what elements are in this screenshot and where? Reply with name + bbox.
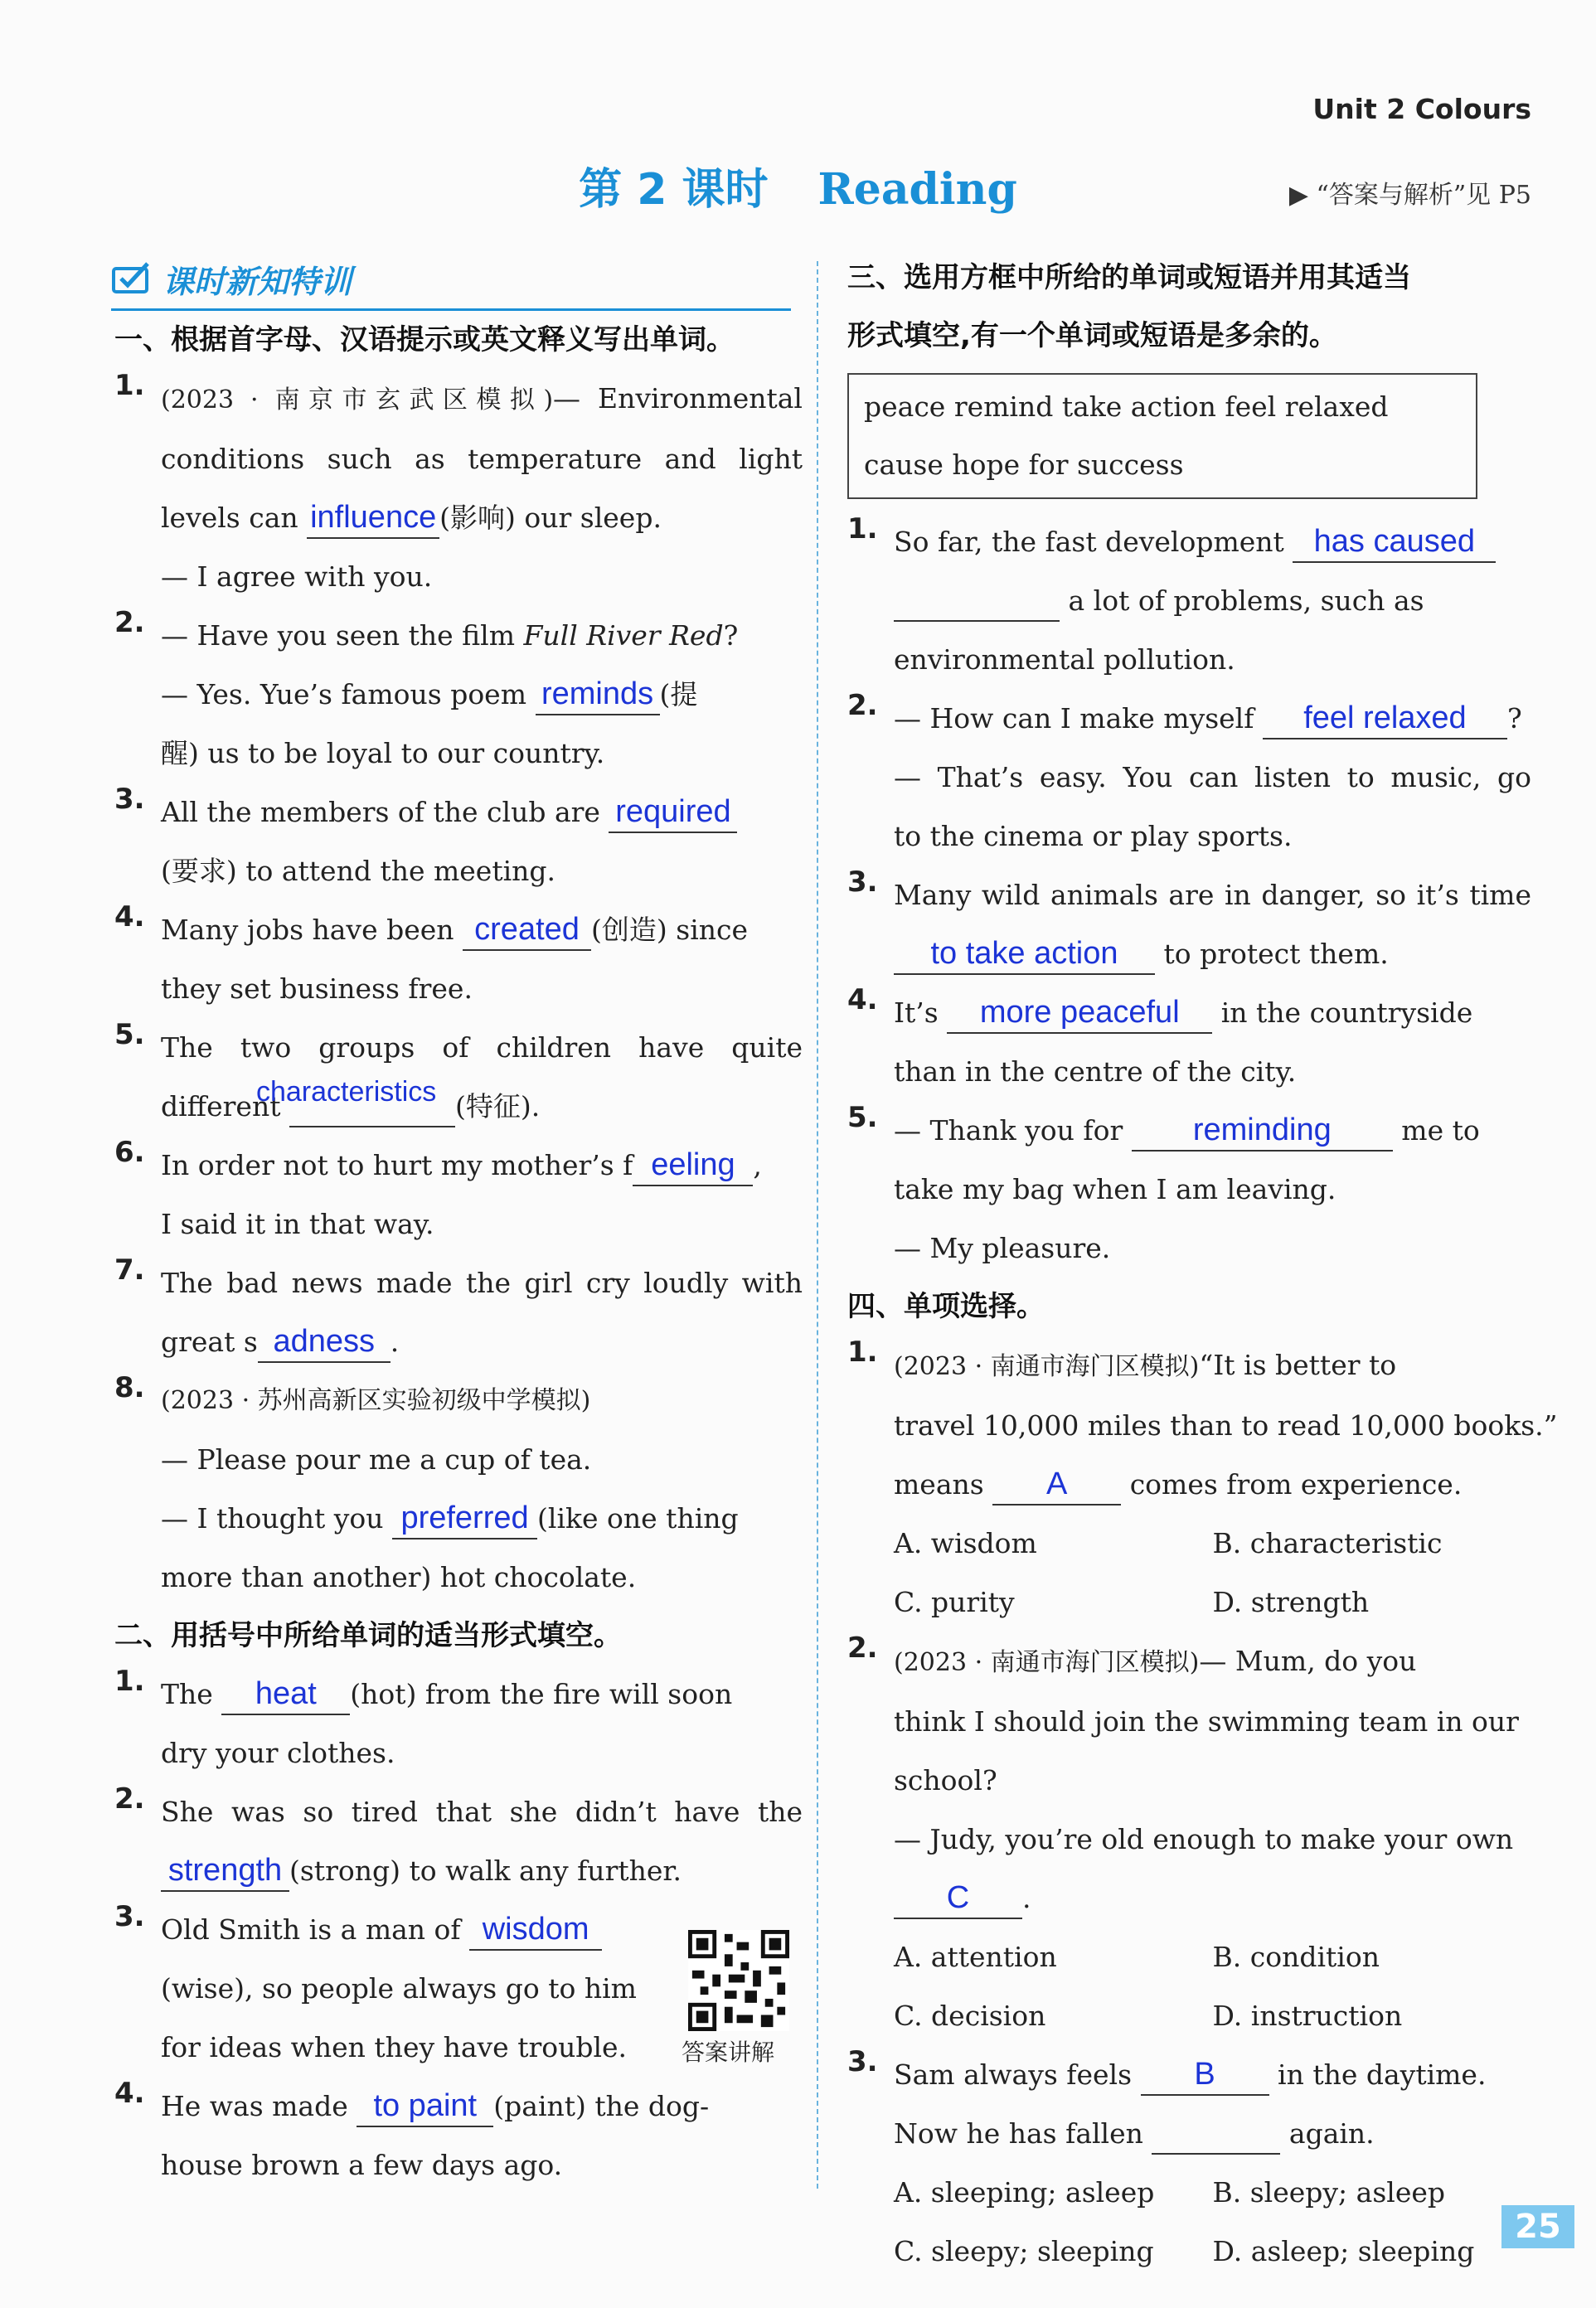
left-column (114, 249, 803, 2194)
answer-blank[interactable]: reminds (536, 675, 660, 715)
options[interactable]: A. attention B. condition (894, 1941, 1380, 1973)
question-2-1: 1. The heat (hot) from the fire will soon dry your clothes. (114, 1665, 733, 1769)
question-2-4: 4. He was made to paint (paint) the dog- house brown a few days ago. (114, 2077, 710, 2181)
question-3-5: 5. — Thank you for reminding me to take my bag when I am leaving. — My pleasure. (847, 1101, 1480, 1264)
part3-heading-1: 三、选用方框中所给的单词或短语并用其适当 (847, 261, 1411, 294)
answer-blank[interactable]: reminding (1132, 1111, 1393, 1152)
checkbook-icon (111, 262, 151, 295)
question-3-1: 1. So far, the fast development has caused a lot of problems, such as environmental pollution. (847, 512, 1531, 689)
options[interactable]: C. purity D. strength (894, 1586, 1370, 1618)
answer-blank[interactable]: required (609, 793, 737, 833)
answer-blank[interactable]: characteristics (289, 1088, 455, 1127)
part1-heading: 一、根据首字母、汉语提示或英文释义写出单词。 (114, 323, 735, 356)
qr-label: 答案讲解 (682, 2039, 775, 2066)
answer-blank[interactable]: to paint (357, 2087, 493, 2127)
part3-heading-2: 形式填空,有一个单词或短语是多余的。 (847, 319, 1337, 352)
question-2-3: 3. Old Smith is a man of wisdom (wise), so people always go to him for ideas when they have trouble. (114, 1900, 637, 2063)
answer-blank[interactable]: adness (258, 1322, 391, 1363)
answer-blank[interactable]: preferred (392, 1499, 537, 1539)
answer-blank[interactable]: to take action (894, 934, 1155, 975)
lesson-number: 第 2 课时 (579, 165, 769, 215)
unit-header: Unit 2 Colours (1312, 93, 1531, 125)
page-number: 25 (1501, 2205, 1574, 2248)
answer-blank[interactable]: A (992, 1465, 1121, 1506)
question-4-1: 1. (2023 · 南通市海门区模拟)“It is better to travel 10,000 miles than to read 10,000 books.” means A comes from experience. A. wisdom B. characteristic C. purity D. strength (847, 1336, 1531, 1632)
question-2-2: 2. She was so tired that she didn’t have the strength (strong) to walk any further. (114, 1782, 803, 1900)
question-1-8: 8. (2023 · 苏州高新区实验初级中学模拟) — Please pour me a cup of tea. — I thought you preferred (like one thing more than another) hot chocolate. (114, 1371, 739, 1593)
options[interactable]: A. wisdom B. characteristic (894, 1527, 1443, 1559)
question-1-7: 7. The bad news made the girl cry loudly with great s adness . (114, 1253, 803, 1371)
answer-blank[interactable]: influence (307, 498, 439, 539)
question-1-4: 4. Many jobs have been created (创造) since they set business free. (114, 900, 749, 1005)
answer-blank[interactable]: strength (161, 1851, 289, 1892)
answer-blank[interactable]: feel relaxed (1263, 699, 1507, 739)
options[interactable]: C. sleepy; sleeping D. asleep; sleeping (894, 2235, 1475, 2267)
answer-blank[interactable]: C (894, 1879, 1022, 1919)
answer-blank[interactable]: B (1141, 2055, 1269, 2096)
question-3-3: 3. Many wild animals are in danger, so it’s time to take action to protect them. (847, 865, 1531, 983)
question-1-3: 3. All the members of the club are required (要求) to attend the meeting. (114, 783, 803, 900)
part2-heading: 二、用括号中所给单词的适当形式填空。 (114, 1619, 622, 1652)
lesson-english-title: Reading (817, 164, 1017, 215)
answer-blank[interactable]: more peaceful (947, 993, 1212, 1034)
answer-blank[interactable]: eeling (633, 1146, 753, 1186)
question-4-3: 3. Sam always feels B in the daytime. Now he has fallen again. A. sleeping; asleep B. sleepy; asleep C. sleepy; sleeping D. asleep; sleeping (847, 2045, 1531, 2281)
question-3-4: 4. It’s more peaceful in the countryside than in the centre of the city. (847, 983, 1473, 1088)
answer-blank[interactable]: created (463, 910, 591, 951)
question-1-2: 2. — Have you seen the film Full River Red? — Yes. Yue’s famous poem reminds (提 醒) us to be loyal to our country. (114, 606, 739, 769)
qr-code-icon[interactable] (688, 1930, 789, 2031)
question-4-2: 2. (2023 · 南通市海门区模拟)— Mum, do you think I should join the swimming team in our school? — Judy, you’re old enough to make your own C . A. attention B. condition C. decision D. instruction (847, 1632, 1531, 2045)
word-box: peace remind take action feel relaxed cause hope for success (847, 373, 1477, 499)
question-1-5: 5. The two groups of children have quite different characteristics (特征). (114, 1018, 803, 1136)
part4-heading: 四、单项选择。 (847, 1290, 1045, 1323)
question-1-1: 1. (2023 · 南京市玄武区模拟)— Environmental conditions such as temperature and light levels can influence (影响) our sleep. — I agree with you. (114, 369, 803, 593)
answer-blank-continued (894, 582, 1060, 622)
answer-blank-2[interactable] (1152, 2115, 1280, 2155)
section-title: 课时新知特训 (163, 263, 352, 300)
answer-reference: ▶ “答案与解析”见 P5 (1288, 181, 1531, 210)
answer-blank[interactable]: heat (221, 1675, 350, 1715)
column-divider (817, 261, 818, 2189)
options[interactable]: A. sleeping; asleep B. sleepy; asleep (894, 2176, 1445, 2209)
answer-blank[interactable]: wisdom (469, 1910, 602, 1951)
answer-blank[interactable]: has caused (1293, 522, 1496, 563)
section-header (111, 249, 791, 311)
options[interactable]: C. decision D. instruction (894, 2000, 1403, 2032)
question-3-2: 2. — How can I make myself feel relaxed ? — That’s easy. You can listen to music, go to the cinema or play sports. (847, 689, 1531, 852)
question-1-6: 6. In order not to hurt my mother’s f eeling , I said it in that way. (114, 1136, 762, 1240)
